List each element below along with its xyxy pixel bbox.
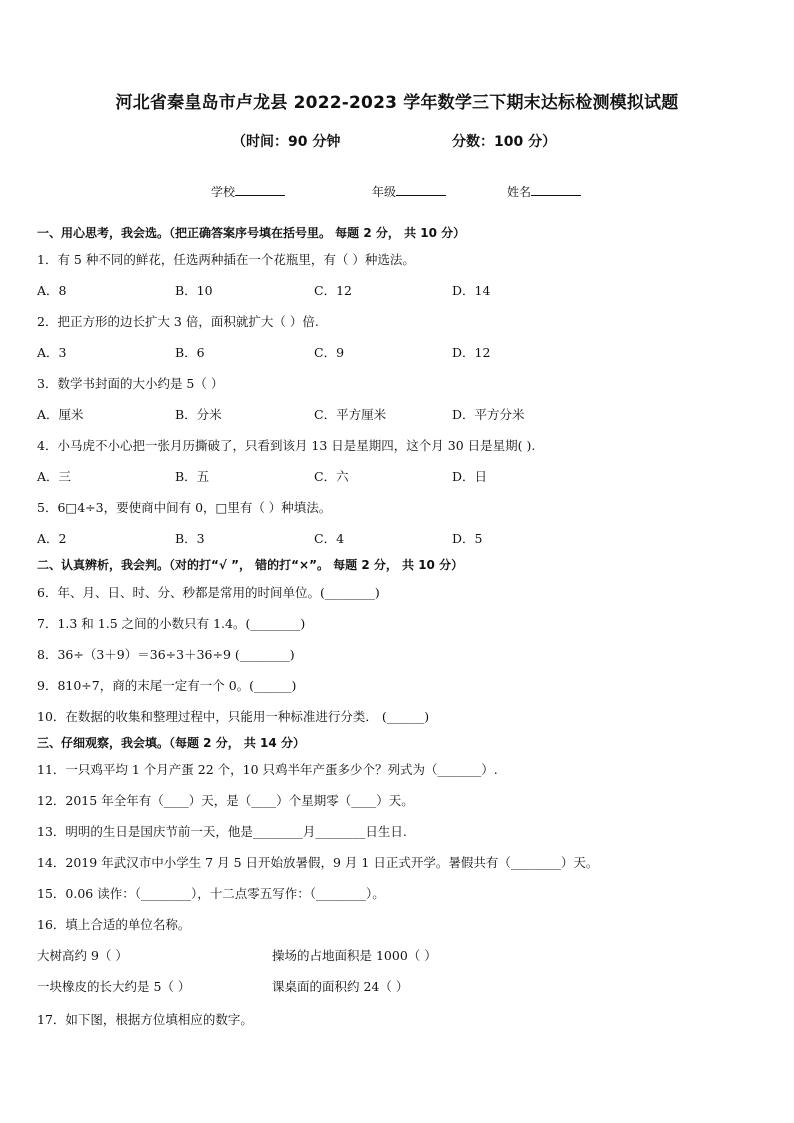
question-6: 6．年、月、日、时、分、秒都是常用的时间单位。(________) bbox=[37, 585, 380, 600]
q5-option-a[interactable]: A．2 bbox=[37, 531, 67, 546]
section-2-heading: 二、认真辨析，我会判。（对的打“√ ”， 错的打“×”。 每题 2 分， 共 10 分） bbox=[37, 558, 464, 572]
page-title: 河北省秦皇岛市卢龙县 2022-2023 学年数学三下期末达标检测模拟试题 bbox=[115, 93, 679, 113]
q3-option-d[interactable]: D．平方分米 bbox=[452, 407, 525, 422]
question-2: 2．把正方形的边长扩大 3 倍，面积就扩大（ ）倍. bbox=[37, 314, 319, 329]
grade-label: 年级 bbox=[372, 185, 397, 199]
time-info: （时间：90 分钟 bbox=[232, 134, 341, 150]
school-blank[interactable] bbox=[235, 195, 285, 196]
name-label: 姓名 bbox=[507, 185, 532, 199]
q4-option-a[interactable]: A．三 bbox=[37, 469, 72, 484]
q5-option-c[interactable]: C．4 bbox=[314, 531, 345, 546]
question-4: 4．小马虎不小心把一张月历撕破了，只看到该月 13 日是星期四，这个月 30 日是星期( ). bbox=[37, 438, 536, 453]
school-label: 学校 bbox=[211, 185, 236, 199]
question-10: 10．在数据的收集和整理过程中，只能用一种标准进行分类． (______) bbox=[37, 709, 430, 724]
question-13: 13．明明的生日是国庆节前一天，他是________月________日生日. bbox=[37, 824, 407, 839]
q4-option-c[interactable]: C．六 bbox=[314, 469, 349, 484]
grade-field bbox=[372, 183, 446, 200]
question-11: 11．一只鸡平均 1 个月产蛋 22 个，10 只鸡半年产蛋多少个？列式为（_______）. bbox=[37, 762, 498, 777]
q5-option-b[interactable]: B．3 bbox=[175, 531, 205, 546]
question-7: 7．1.3 和 1.5 之间的小数只有 1.4。(________) bbox=[37, 616, 306, 631]
question-12: 12．2015 年全年有（____）天，是（____）个星期零（____）天。 bbox=[37, 793, 414, 808]
section-3-heading: 三、仔细观察，我会填。（每题 2 分， 共 14 分） bbox=[37, 736, 305, 750]
q5-option-d[interactable]: D．5 bbox=[452, 531, 483, 546]
question-14: 14．2019 年武汉市中小学生 7 月 5 日开始放暑假，9 月 1 日正式开学。暑假共有（________）天。 bbox=[37, 855, 599, 870]
section-1-heading: 一、用心思考，我会选。（把正确答案序号填在括号里。 每题 2 分， 共 10 分） bbox=[37, 226, 466, 240]
question-17: 17．如下图，根据方位填相应的数字。 bbox=[37, 1012, 253, 1027]
question-8: 8．36÷（3＋9）＝36÷3＋36÷9 (________) bbox=[37, 647, 295, 662]
q16-item-playground: 操场的占地面积是 1000（ ） bbox=[272, 948, 437, 963]
q3-option-a[interactable]: A．厘米 bbox=[37, 407, 84, 422]
question-16: 16．填上合适的单位名称。 bbox=[37, 917, 191, 932]
q1-option-a[interactable]: A．8 bbox=[37, 283, 67, 298]
q3-option-c[interactable]: C．平方厘米 bbox=[314, 407, 387, 422]
q3-option-b[interactable]: B．分米 bbox=[175, 407, 222, 422]
grade-blank[interactable] bbox=[396, 195, 446, 196]
q4-option-b[interactable]: B．五 bbox=[175, 469, 210, 484]
question-1: 1．有 5 种不同的鲜花，任选两种插在一个花瓶里，有（ ）种选法。 bbox=[37, 252, 415, 267]
q16-item-tree: 大树高约 9（ ） bbox=[37, 948, 128, 963]
name-field bbox=[507, 183, 581, 200]
q16-item-desk: 课桌面的面积约 24（ ） bbox=[272, 979, 409, 994]
q2-option-a[interactable]: A．3 bbox=[37, 345, 67, 360]
question-5: 5．6□4÷3，要使商中间有 0，□里有（ ）种填法。 bbox=[37, 500, 332, 515]
name-blank[interactable] bbox=[531, 195, 581, 196]
q16-item-eraser: 一块橡皮的长大约是 5（ ） bbox=[37, 979, 191, 994]
score-info: 分数：100 分） bbox=[452, 134, 557, 150]
school-field bbox=[211, 183, 285, 200]
q2-option-c[interactable]: C．9 bbox=[314, 345, 345, 360]
q1-option-d[interactable]: D．14 bbox=[452, 283, 491, 298]
q4-option-d[interactable]: D．日 bbox=[452, 469, 488, 484]
q2-option-d[interactable]: D．12 bbox=[452, 345, 491, 360]
question-15: 15．0.06 读作：（________），十二点零五写作：（________）。 bbox=[37, 886, 385, 901]
q1-option-b[interactable]: B．10 bbox=[175, 283, 213, 298]
q1-option-c[interactable]: C．12 bbox=[314, 283, 352, 298]
question-9: 9．810÷7，商的末尾一定有一个 0。(______) bbox=[37, 678, 297, 693]
q2-option-b[interactable]: B．6 bbox=[175, 345, 205, 360]
question-3: 3．数学书封面的大小约是 5（ ） bbox=[37, 376, 224, 391]
